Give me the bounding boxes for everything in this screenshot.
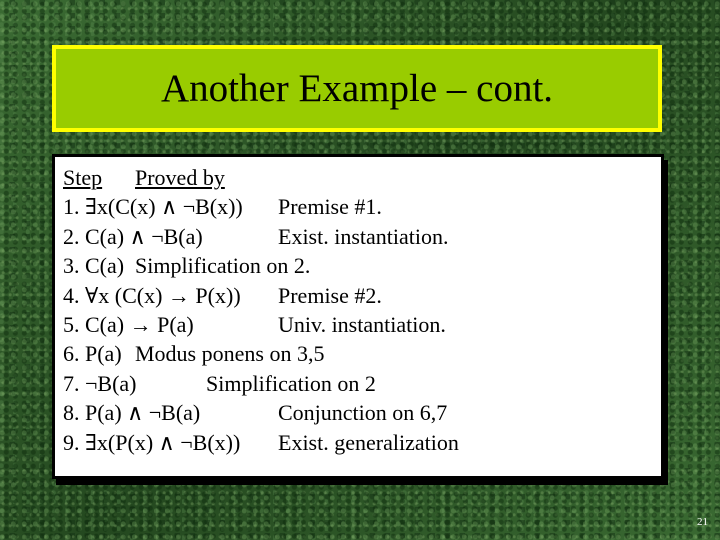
title-box [52, 45, 662, 132]
proof-statement: 6. P(a) [63, 341, 122, 367]
proof-row [63, 369, 661, 398]
proof-statement: 8. P(a) ∧ ¬B(a) [63, 400, 201, 426]
proof-reason: Modus ponens on 3,5 [135, 341, 325, 367]
slide-title: Another Example – cont. [160, 67, 554, 110]
proof-row [63, 310, 661, 339]
proof-reason: Exist. instantiation. [278, 223, 449, 249]
proof-row [63, 251, 661, 280]
proof-header-row [63, 163, 661, 192]
proof-row [63, 192, 661, 221]
proof-statement: 5. C(a) → P(a) [63, 311, 194, 337]
proved-by-header: Proved by [135, 165, 225, 190]
proof-reason: Premise #1. [278, 194, 382, 220]
proof-reason: Conjunction on 6,7 [278, 400, 448, 426]
proof-statement: 7. ¬B(a) [63, 370, 137, 396]
proof-statement: 4. ∀x (C(x) → P(x)) [63, 282, 241, 308]
proof-statement: 2. C(a) ∧ ¬B(a) [63, 223, 203, 249]
proof-table [52, 154, 664, 479]
proof-row [63, 398, 661, 427]
proof-reason: Simplification on 2 [206, 370, 376, 396]
proof-statement: 9. ∃x(P(x) ∧ ¬B(x)) [63, 429, 241, 455]
proof-row [63, 281, 661, 310]
proof-statement: 1. ∃x(C(x) ∧ ¬B(x)) [63, 194, 243, 220]
proof-statement: 3. C(a) [63, 253, 125, 279]
proof-reason: Premise #2. [278, 282, 382, 308]
proof-row [63, 428, 661, 457]
proof-row [63, 222, 661, 251]
step-header: Step [63, 165, 103, 190]
proof-row [63, 339, 661, 368]
proof-reason: Univ. instantiation. [278, 311, 446, 337]
slide-number: 21 [697, 516, 708, 528]
proof-reason: Exist. generalization [278, 429, 459, 455]
proof-reason: Simplification on 2. [135, 253, 311, 279]
